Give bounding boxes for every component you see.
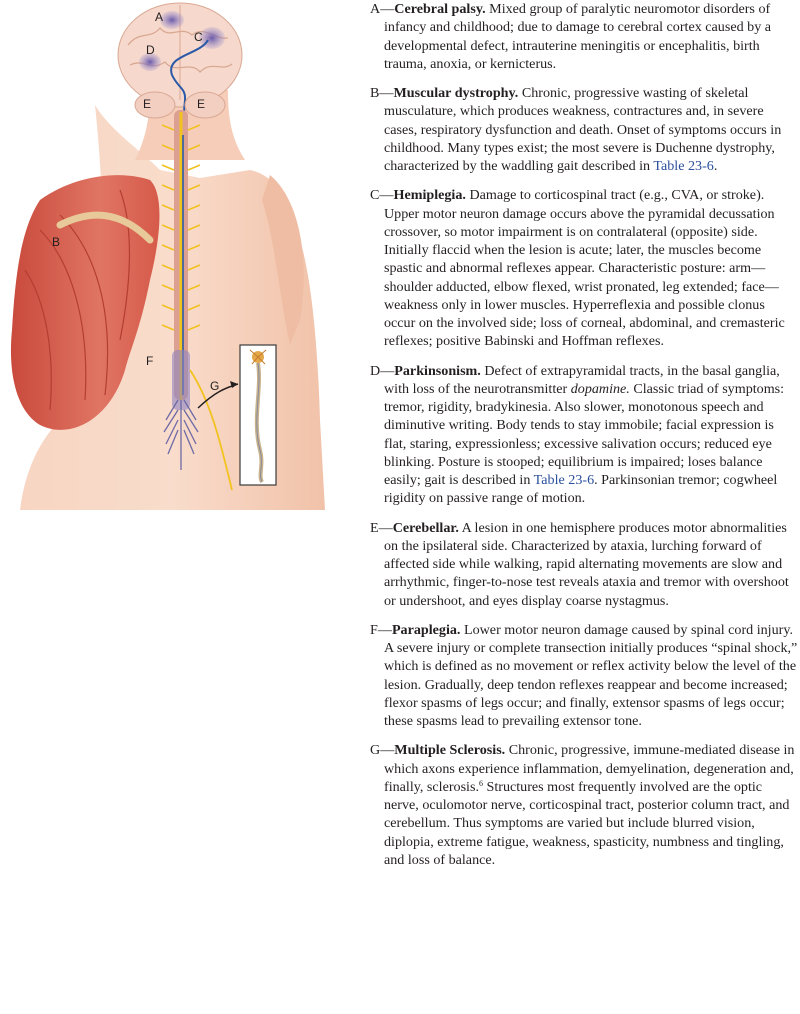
- disorder-list: [370, 0, 798, 880]
- label-g: G: [210, 379, 220, 393]
- label-f: F: [146, 354, 154, 368]
- entry-cerebral-palsy: A—Cerebral palsy. Mixed group of paralytic neuromotor disorders of infancy and childhood; due to damage to cerebral cortex caused by a developmental defect, intrauterine meningitis or encephalitis, birth trauma, anoxia, or kernicterus.: [370, 1, 772, 72]
- entry-cerebellar: E—Cerebellar. A lesion in one hemisphere produces motor abnormalities on the ipsilateral side. Characterized by ataxia, lurching forward of affected side while walking, rapid alternating movements are slow and arrhythmic, finger-to-nose test reveals ataxia and tremor with overshoot or undershoot, and eyes display coarse nystagmus.: [370, 519, 789, 609]
- entry-multiple-sclerosis: G—Multiple Sclerosis. Chronic, progressive, immune-mediated disease in which axons experience inflammation, demyelination, degeneration and, finally, sclerosis.$^6$ Structures most frequently involved are the optic nerve, oculomotor nerve, corticospinal tract, posterior column tract, and cerebellum. Thus symptoms are varied but include blurred vision, diplopia, extreme fatigue, weakness, spasticity, numbness and tingling, and loss of balance.: [370, 742, 795, 868]
- label-d: D: [146, 43, 155, 57]
- label-c: C: [194, 30, 203, 44]
- entry-term: Multiple Sclerosis.: [394, 742, 506, 759]
- label-e-left: E: [143, 97, 152, 111]
- entry-term: Parkinsonism.: [394, 362, 481, 379]
- anatomy-illustration: [0, 0, 355, 510]
- anatomy-figure-svg: [0, 0, 355, 510]
- footnote-ref: 6: [478, 778, 483, 788]
- entry-paraplegia: F—Paraplegia. Lower motor neuron damage caused by spinal cord injury. A severe injury or complete transection initially produces “spinal shock,” which is defined as no movement or reflex activity below the level of the lesion. Gradually, deep tendon reflexes reappear and become increased; flexor spasms of legs occur; and finally, extensor spasms of legs occur; these spasms lead to prevailing extensor tone.: [370, 621, 798, 729]
- entry-term: Paraplegia.: [391, 621, 461, 638]
- entry-hemiplegia: C—Hemiplegia. Damage to corticospinal tract (e.g., CVA, or stroke). Upper motor neuron damage occurs above the pyramidal decussation crossover, so motor impairment is on contralateral (opposite) side. Initially flaccid when the lesion is acute; later, the muscles become spastic and abnormal reflexes appear. Characteristic posture: arm—shoulder adducted, elbow flexed, wrist pronated, leg extended; face—weakness only in lower muscles. Hyperreflexia and possible clonus occur on the involved side; loss of corneal, abdominal, and cremasteric reflexes; positive Babinski and Hoffman reflexes.: [370, 187, 785, 350]
- label-e-right: E: [197, 97, 206, 111]
- cerebellum-left: [135, 92, 175, 118]
- entry-term: Muscular dystrophy.: [393, 85, 519, 101]
- entry-term: Cerebellar.: [392, 519, 459, 536]
- table-link[interactable]: Table 23-6: [533, 472, 595, 488]
- label-b: B: [52, 235, 61, 249]
- entry-muscular-dystrophy: B—Muscular dystrophy. Chronic, progressive wasting of skeletal musculature, which produces weakness, contractures and, in severe cases, respiratory dysfunction and death. Onset of symptoms occurs in childhood. Many types exist; the most severe is Duchenne dystrophy, characterized by the waddling gait described in Table 23-6.: [370, 85, 782, 174]
- lesion-a: [160, 11, 184, 29]
- table-link[interactable]: Table 23-6: [653, 158, 714, 174]
- entry-term: Cerebral palsy.: [394, 1, 486, 17]
- label-a: A: [155, 10, 164, 24]
- entry-parkinsonism: D—Parkinsonism. Defect of extrapyramidal tracts, in the basal ganglia, with loss of the neurotransmitter dopamine. Classic triad of symptoms: tremor, rigidity, bradykinesia. Also slower, monotonous speech and diminutive writing. Body tends to stay immobile; facial expression is flat, staring, expressionless; excessive salivation occurs; reduced eye blinking. Posture is stooped; equilibrium is impaired; loses balance easily; gait is described in Table 23-6. Parkinsonian tremor; cogwheel rigidity on passive range of motion.: [370, 362, 785, 507]
- entry-term: Hemiplegia.: [393, 187, 466, 204]
